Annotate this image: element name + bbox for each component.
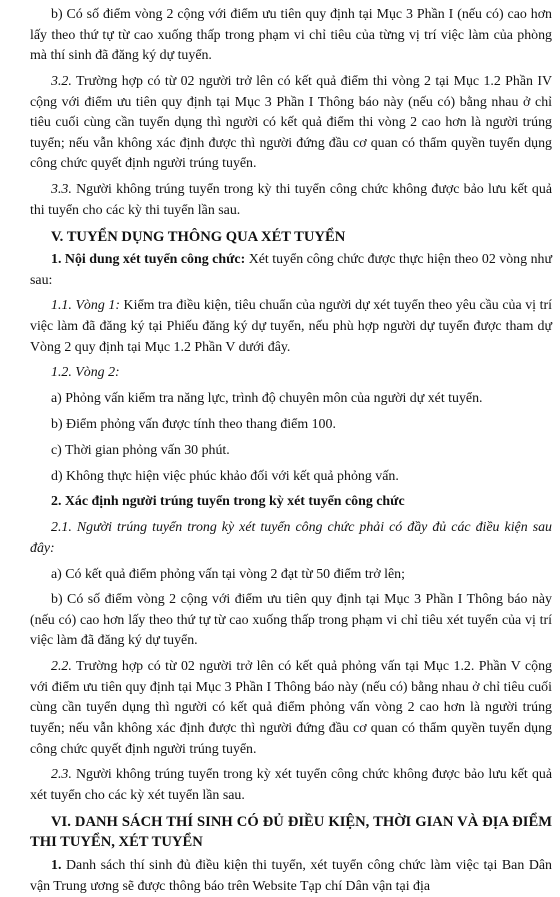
paragraph-number: 2.2.: [51, 659, 72, 675]
paragraph-v-2-1-b: b) Có số điểm vòng 2 cộng với điểm ưu tiên quy định tại Mục 3 Phần I Thông báo này (nếu có) cao hơn lấy theo thứ tự từ cao xuống thấp trong phạm vi chỉ tiêu xét tuyển của vị trí việc làm đã đăng ký dự tuyển.: [30, 592, 552, 649]
paragraph-v-1-2-d: d) Không thực hiện việc phúc khảo đối với kết quả phỏng vấn.: [51, 468, 399, 484]
paragraph-number: 3.2.: [51, 73, 72, 89]
paragraph-text: Kiểm tra điều kiện, tiêu chuẩn của người dự xét tuyển theo yêu cầu của vị trí việc làm đã đăng ký tại Phiếu đăng ký dự tuyển, nếu phù hợp người dự tuyển được tham dự Vòng 2 quy định tại Mục 1.2 Phần V dưới đây.: [30, 298, 552, 355]
section-heading-vi: VI. DANH SÁCH THÍ SINH CÓ ĐỦ ĐIỀU KIỆN, THỜI GIAN VÀ ĐỊA ĐIỂM THI TUYỂN, XÉT TUYỂN: [30, 813, 552, 851]
paragraph-text: Danh sách thí sinh đủ điều kiện thi tuyển, xét tuyển công chức làm việc tại Ban Dân vận Trung ương sẽ được thông báo trên Website Tạp chí Dân vận tại địa: [30, 857, 552, 894]
paragraph-lead: 1. Nội dung xét tuyển công chức:: [51, 252, 246, 268]
paragraph-text: Người không trúng tuyển trong kỳ xét tuyển công chức không được bảo lưu kết quả xét tuyển cho các kỳ xét tuyển lần sau.: [30, 767, 552, 803]
paragraph-text: Trường hợp có từ 02 người trở lên có kết quả điểm thi vòng 2 tại Mục 1.2 Phần IV cộng với điểm ưu tiên quy định tại Mục 3 Phần I Thông báo này (nếu có) bằng nhau ở chỉ tiêu cuối cùng cần tuyển dụng thì người có kết quả điểm thi vòng 2 cao hơn là người trúng tuyển; nếu vẫn không xác định được thì người đứng đầu cơ quan có thẩm quyền tuyển dụng công chức quyết định người trúng tuyển.: [30, 73, 552, 172]
paragraph-v-1: [30, 250, 552, 291]
paragraph-text: Trường hợp có từ 02 người trở lên có kết quả phỏng vấn tại Mục 1.2. Phần V cộng với điểm ưu tiên quy định tại Mục 3 Phần I Thông báo này (nếu có) bằng nhau ở chỉ tiêu cuối cùng cần tuyển dụng thì người có kết quả điểm phỏng vấn vòng 2 cao hơn là người trúng tuyển; nếu vẫn không xác định được thì người đứng đầu cơ quan có thẩm quyền tuyển dụng công chức quyết định người trúng tuyển.: [30, 659, 552, 757]
paragraph-v-1-2: 1.2. Vòng 2:: [51, 365, 120, 381]
paragraph-v-1-2-b: b) Điểm phỏng vấn được tính theo thang điểm 100.: [51, 417, 336, 432]
paragraph-vi-1: [30, 856, 552, 897]
paragraph-number: 3.3.: [51, 182, 72, 198]
paragraph-3-1-b: b) Có số điểm vòng 2 cộng với điểm ưu tiên quy định tại Mục 3 Phần I (nếu có) cao hơn lấy theo thứ tự từ cao xuống thấp trong phạm vi chỉ tiêu của từng vị trí việc làm của phòng mà thí sinh đã đăng ký dự tuyển.: [30, 7, 552, 64]
paragraph-number: 1.: [51, 857, 62, 873]
paragraph-v-1-2-a: a) Phỏng vấn kiểm tra năng lực, trình độ chuyên môn của người dự xét tuyển.: [51, 391, 483, 407]
paragraph-text: Người không trúng tuyển trong kỳ thi tuyển công chức không được bảo lưu kết quả thi tuyển cho các kỳ thi tuyển lần sau.: [30, 182, 552, 218]
paragraph-v-1-1: [30, 296, 552, 358]
section-heading-v: V. TUYỂN DỤNG THÔNG QUA XÉT TUYỂN: [51, 228, 346, 245]
paragraph-v-2-heading: 2. Xác định người trúng tuyển trong kỳ xét tuyển công chức: [51, 494, 405, 510]
paragraph-3-3: [30, 180, 552, 221]
paragraph-3-2: [30, 72, 552, 175]
paragraph-number: 2.3.: [51, 767, 72, 783]
paragraph-v-2-2: [30, 657, 552, 760]
paragraph-lead: 1.1. Vòng 1:: [51, 298, 120, 314]
paragraph-text: Xét tuyển công chức được thực hiện theo 02 vòng như sau:: [30, 252, 553, 288]
paragraph-v-2-1-a: a) Có kết quả điểm phỏng vấn tại vòng 2 đạt từ 50 điểm trở lên;: [51, 566, 405, 582]
paragraph-v-1-2-c: c) Thời gian phỏng vấn 30 phút.: [51, 442, 230, 458]
paragraph-v-2-1: 2.1. Người trúng tuyển trong kỳ xét tuyển công chức phải có đầy đủ các điều kiện sau đây:: [30, 520, 552, 556]
paragraph-v-2-3: [30, 765, 552, 806]
